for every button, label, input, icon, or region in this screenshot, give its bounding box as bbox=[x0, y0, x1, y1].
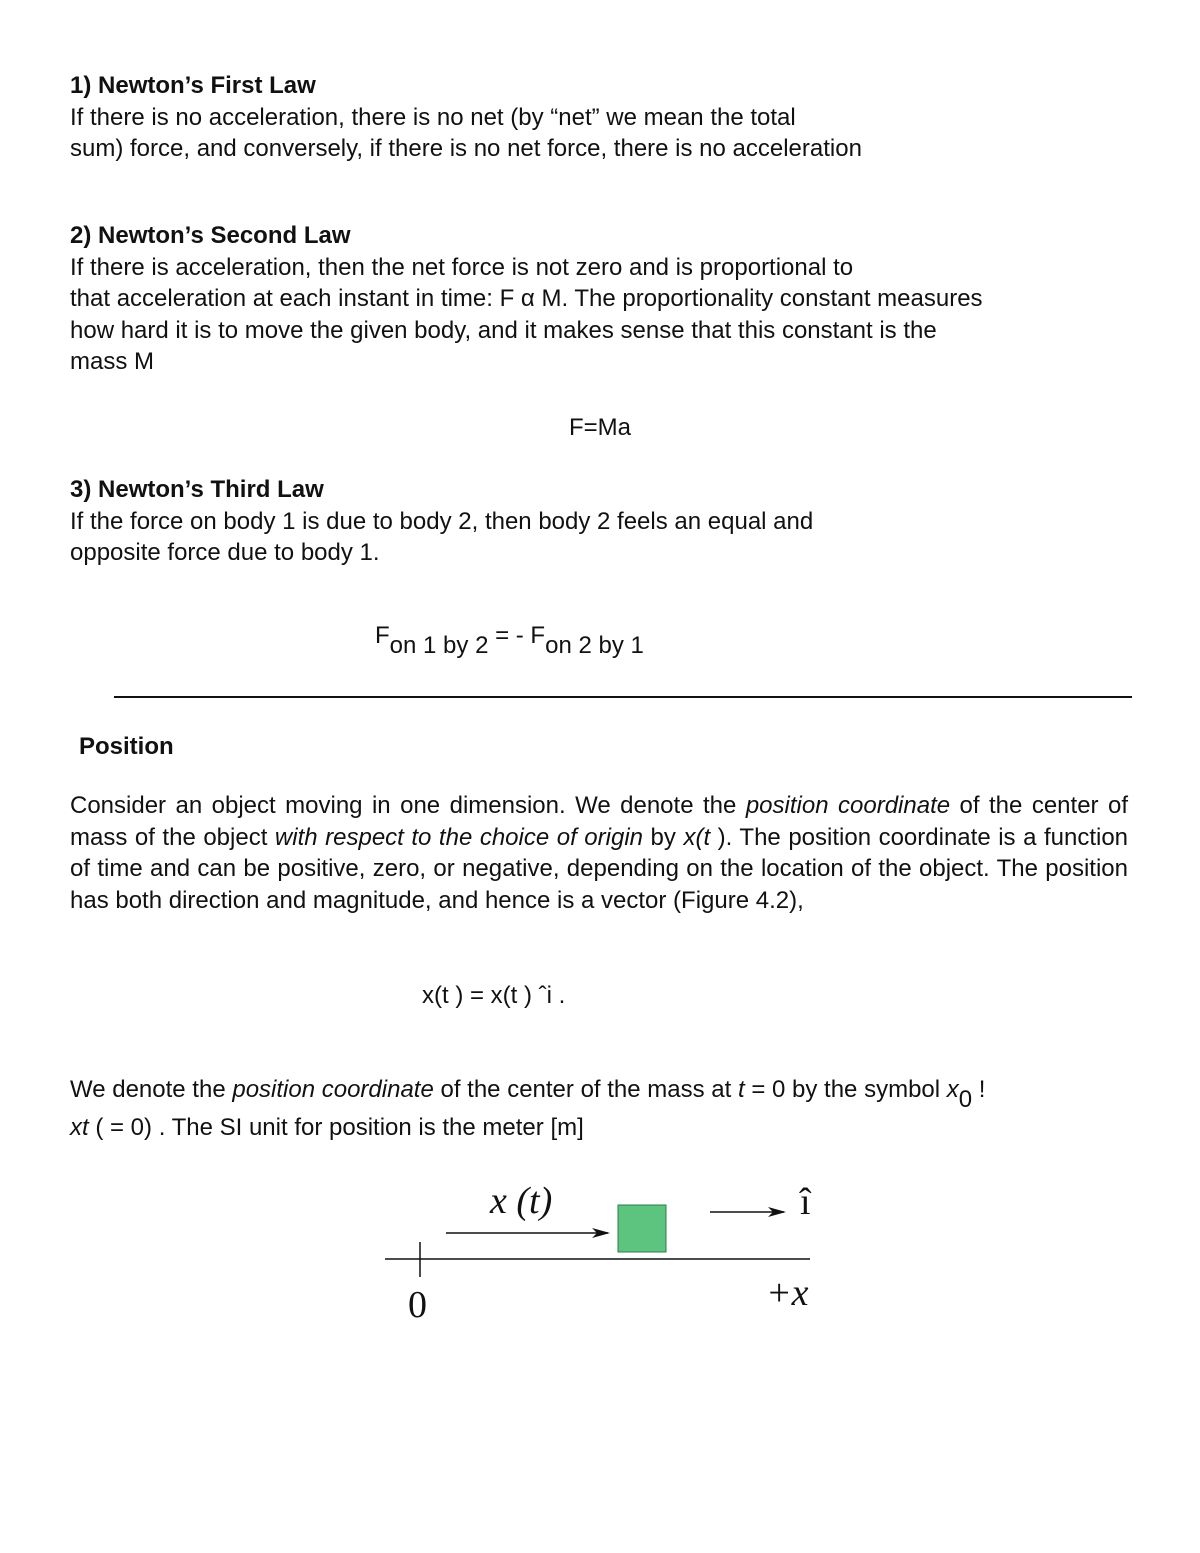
law2-line2: that acceleration at each instant in time: F α M. The proportionality constant measures bbox=[70, 285, 983, 312]
law2-section bbox=[70, 220, 1130, 378]
law3-line1: If the force on body 1 is due to body 2, then body 2 feels an equal and bbox=[70, 507, 814, 535]
eq-equals-minus-force: = - F bbox=[488, 622, 546, 649]
p2-symbol-x: x bbox=[946, 1076, 959, 1103]
law2-line4: mass M bbox=[70, 348, 154, 375]
p1-term-position-coordinate: position coordinate bbox=[745, 792, 951, 819]
position-paragraph-3 bbox=[70, 1112, 584, 1144]
law1-line1: If there is no acceleration, there is no net (by “net” we mean the total bbox=[70, 103, 796, 131]
law2-line1: If there is acceleration, then the net force is not zero and is proportional to bbox=[70, 253, 854, 281]
position-heading: Position bbox=[79, 733, 174, 760]
label-zero: 0 bbox=[408, 1284, 427, 1326]
p2-subscript-0: 0 bbox=[958, 1086, 973, 1113]
law1-heading: 1) Newton’s First Law bbox=[70, 72, 316, 99]
label-i-hat: î bbox=[800, 1181, 811, 1223]
p1-term-origin: with respect to the choice of origin bbox=[274, 823, 644, 851]
law3-heading: 3) Newton’s Third Law bbox=[70, 476, 324, 503]
label-x-of-t: x (t) bbox=[490, 1180, 553, 1222]
position-equation: x(t ) = x(t ) ˆi . bbox=[422, 982, 566, 1009]
law3-line2: opposite force due to body 1. bbox=[70, 539, 380, 566]
p2-term-position-coordinate: position coordinate bbox=[232, 1076, 434, 1103]
position-paragraph bbox=[70, 790, 1128, 916]
p1-text-g: ). The position coordinate is a function of time and can be positive, zero, or negative, depending on the location of the object. The position has both direction and magnitude, and hence is a vector (Figure 4.2), bbox=[70, 823, 1129, 914]
law2-heading: 2) Newton’s Second Law bbox=[70, 222, 351, 249]
p1-text-c: of the center of mass of the object bbox=[70, 792, 1129, 851]
p2-symbol-t: t bbox=[737, 1076, 745, 1103]
p1-text-a: Consider an object moving in one dimension. We denote the bbox=[70, 792, 746, 819]
object-box bbox=[618, 1205, 666, 1252]
eq-subscript-1: on 1 by 2 bbox=[389, 632, 489, 659]
p2-text-a: We denote the bbox=[70, 1076, 233, 1103]
p2-text-h: ! bbox=[972, 1076, 986, 1103]
law3-equation bbox=[375, 620, 644, 662]
position-figure bbox=[380, 1165, 840, 1335]
p2-text-c: of the center of the mass at bbox=[433, 1076, 738, 1103]
eq-subscript-2: on 2 by 1 bbox=[545, 632, 644, 659]
label-plus-x: +x bbox=[766, 1272, 809, 1314]
p1-text-e: by bbox=[643, 823, 684, 851]
section-divider bbox=[114, 696, 1132, 698]
law1-line2: sum) force, and conversely, if there is no net force, there is no acceleration bbox=[70, 135, 862, 162]
eq-force-1: F bbox=[375, 622, 390, 649]
p3-text-b: ( = 0) . The SI unit for position is the meter [m] bbox=[88, 1114, 584, 1141]
figure-svg bbox=[380, 1165, 840, 1335]
law2-line3: how hard it is to move the given body, and it makes sense that this constant is the bbox=[70, 316, 937, 344]
position-paragraph-2 bbox=[70, 1074, 1130, 1116]
p2-text-e: = 0 by the symbol bbox=[744, 1076, 947, 1103]
law1-section bbox=[70, 70, 1130, 165]
p1-symbol-xt: x(t bbox=[683, 823, 711, 851]
law3-section bbox=[70, 474, 1130, 569]
p3-symbol-xt: xt bbox=[70, 1114, 89, 1141]
law2-equation: F=Ma bbox=[568, 414, 631, 441]
